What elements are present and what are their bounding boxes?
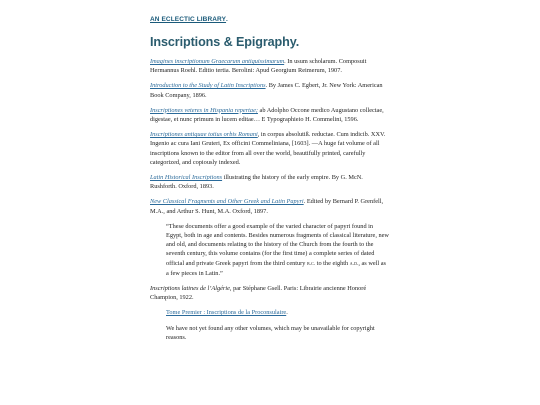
entry-title-link[interactable]: New Classical Fragments and Other Greek and Latin Papyri	[150, 198, 304, 206]
site-link-period: .	[226, 16, 228, 23]
bibliography-entry	[150, 57, 390, 75]
quote-era-ad: a.d.	[349, 260, 359, 267]
entry-text: ab Adolpho Occone medico Augustano collectae, digestae, et nunc primum in lucem editae… E Typographieio H. Commelini, 1596.	[150, 106, 384, 124]
bibliography-entry	[150, 81, 390, 99]
quote-text: , as well as a few pieces in Latin.”	[166, 259, 386, 277]
entry-text: . Edited by Bernard P. Grenfell, M.A., and Arthur S. Hunt, M.A. Oxford, 1897.	[150, 198, 384, 215]
bibliography-entry	[150, 284, 390, 302]
entry-title-link[interactable]: Imagines inscriptionum Graecarum antiquissimarum	[150, 58, 285, 65]
entry-text: . By James C. Egbert, Jr. New York: American Book Company, 1896.	[150, 82, 383, 99]
entry-title-link[interactable]: Inscriptiones veteres in Hispania repertae;	[150, 106, 258, 114]
entry-text: , in corpus absolutiß. reductae. Cum indicib. XXV. Ingenio ac cura Iani Gruteri, Ex officini Commeliniana, [1603]. —A huge fat volume of all inscriptions known to the editor from all over the world, beautifully printed, carefully categorized, and copiously indexed.	[150, 131, 386, 166]
site-home-link[interactable]: AN ECLECTIC LIBRARY	[150, 16, 227, 23]
block-quote	[166, 222, 390, 278]
volume-link-period: .	[286, 309, 288, 317]
volume-link[interactable]: Tome Premier : Inscriptions de la Proconsulaire	[166, 309, 287, 317]
entry-text: illustrating the history of the early empire. By G. McN. Rushforth. Oxford, 1893.	[150, 174, 363, 191]
bibliography-entry	[150, 173, 390, 191]
volume-list	[166, 308, 390, 317]
page-content	[150, 8, 390, 348]
bibliography-entry	[150, 197, 390, 215]
entry-title-link[interactable]: Latin Historical Inscriptions	[150, 174, 223, 182]
bibliography-entry	[150, 130, 390, 167]
entry-title-link[interactable]: Inscriptiones antiquae totius orbis Romani	[150, 131, 258, 139]
entry-text: par Stéphane Gsell. Paris: Librairie ancienne Honoré Champion, 1922.	[150, 285, 367, 302]
entry-title: Inscriptions latines de l’Algérie,	[150, 285, 232, 293]
entry-text: . In usum scholarum. Composuit Hermannus Roehl. Editio tertia. Berolini: Apud Georgium Reimerum, 1907.	[150, 58, 367, 75]
page-title: Inscriptions & Epigraphy.	[150, 35, 300, 49]
site-header	[150, 8, 390, 26]
entry-title-link[interactable]: Introduction to the Study of Latin Inscriptions	[150, 82, 266, 90]
quote-text: “These documents offer a good example of the varied character of papyri found in Egypt, both in age and contents. Besides numerous fragments of classical literature, new and old, and documents relating to the history of the Church from the fourth to the seventh century, this volume contains (for the first time) a complete series of dated official and private Greek papyri from the third century	[166, 222, 389, 267]
editor-note: We have not yet found any other volumes, which may be unavailable for copyright reasons.	[166, 324, 375, 341]
bibliography-entry	[150, 106, 390, 124]
quote-text: to the eighth	[315, 259, 350, 267]
quote-era-bc: b.c.	[307, 260, 316, 267]
